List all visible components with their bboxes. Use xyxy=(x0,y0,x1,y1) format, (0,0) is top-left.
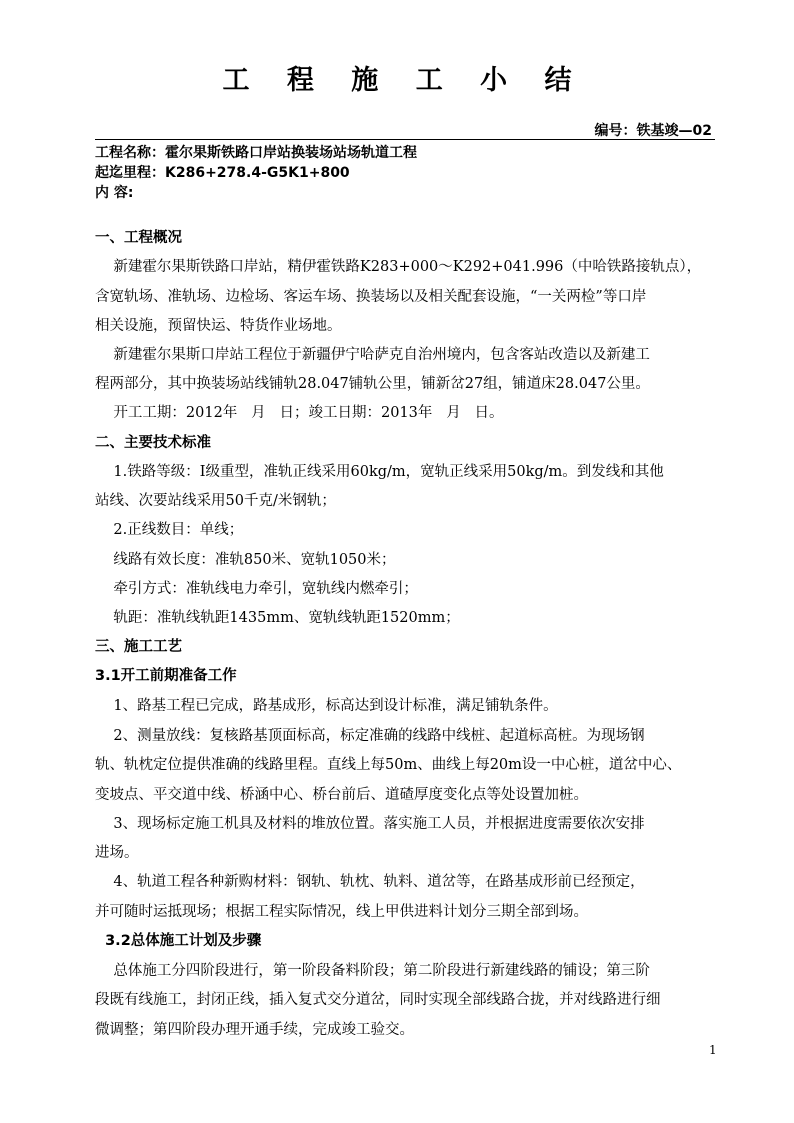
body-line: 开工工期：2012年 月 日；竣工日期：2013年 月 日。 xyxy=(95,405,504,421)
section-heading: 二、主要技术标准 xyxy=(95,435,211,451)
mileage-range: 起迄里程：K286+278.4-G5K1+800 xyxy=(95,165,350,181)
body-line: 变坡点、平交道中线、桥涵中心、桥台前后、道碴厚度变化点等处设置加桩。 xyxy=(95,787,588,803)
body-line: 牵引方式：准轨线电力牵引，宽轨线内燃牵引； xyxy=(95,581,418,597)
subsection-heading: 3.1开工前期准备工作 xyxy=(95,668,237,684)
body-line: 轨距：准轨线轨距1435mm、宽轨线轨距1520mm； xyxy=(95,610,460,626)
document-title: 工 程 施 工 小 结 xyxy=(222,65,586,96)
body-line: 总体施工分四阶段进行，第一阶段备料阶段；第二阶段进行新建线路的铺设；第三阶 xyxy=(95,963,650,979)
body-line: 新建霍尔果斯口岸站工程位于新疆伊宁哈萨克自治州境内，包含客站改造以及新建工 xyxy=(95,347,650,363)
body-line: 站线、次要站线采用50千克/米钢轨； xyxy=(95,493,336,509)
body-line: 相关设施，预留快运、特货作业场地。 xyxy=(95,318,342,334)
body-line: 线路有效长度：准轨850米、宽轨1050米； xyxy=(95,552,396,568)
subsection-heading: 3.2总体施工计划及步骤 xyxy=(95,933,262,949)
document-number: 编号：铁基竣—02 xyxy=(594,123,712,139)
project-name: 工程名称：霍尔果斯铁路口岸站换装场站场轨道工程 xyxy=(95,145,417,161)
body-line: 1、路基工程已完成，路基成形，标高达到设计标准，满足铺轨条件。 xyxy=(95,698,558,714)
body-line: 2.正线数目：单线； xyxy=(95,522,244,538)
body-line: 程两部分，其中换装场站线铺轨28.047铺轨公里，铺新岔27组，铺道床28.047公里。 xyxy=(95,376,650,392)
body-line: 微调整；第四阶段办理开通手续，完成竣工验交。 xyxy=(95,1022,414,1038)
body-line: 3、现场标定施工机具及材料的堆放位置。落实施工人员，并根据进度需要依次安排 xyxy=(95,816,645,832)
body-line: 4、轨道工程各种新购材料：钢轨、轨枕、轨料、道岔等，在路基成形前已经预定， xyxy=(95,874,645,890)
body-line: 新建霍尔果斯铁路口岸站，精伊霍铁路K283+000～K292+041.996（中哈铁路接轨点）， xyxy=(95,259,702,275)
body-line: 含宽轨场、准轨场、边检场、客运车场、换装场以及相关配套设施，“一关两检”等口岸 xyxy=(95,289,647,305)
body-line: 1.铁路等级：I级重型，准轨正线采用60kg/m，宽轨正线采用50kg/m。到发线和其他 xyxy=(95,464,664,480)
content-label: 内 容: xyxy=(95,185,134,201)
body-line: 并可随时运抵现场；根据工程实际情况，线上甲供进料计划分三期全部到场。 xyxy=(95,904,588,920)
section-heading: 三、施工工艺 xyxy=(95,639,182,655)
section-heading: 一、工程概况 xyxy=(95,230,182,246)
body-line: 段既有线施工，封闭正线，插入复式交分道岔，同时实现全部线路合拢，并对线路进行细 xyxy=(95,992,661,1008)
body-line: 轨、轨枕定位提供准确的线路里程。直线上每50m、曲线上每20m设一中心桩，道岔中心、 xyxy=(95,757,682,773)
header-rule xyxy=(95,139,715,140)
body-line: 进场。 xyxy=(95,845,139,861)
page-number: 1 xyxy=(709,1043,717,1057)
body-line: 2、测量放线：复核路基顶面标高，标定准确的线路中线桩、起道标高桩。为现场钢 xyxy=(95,728,645,744)
